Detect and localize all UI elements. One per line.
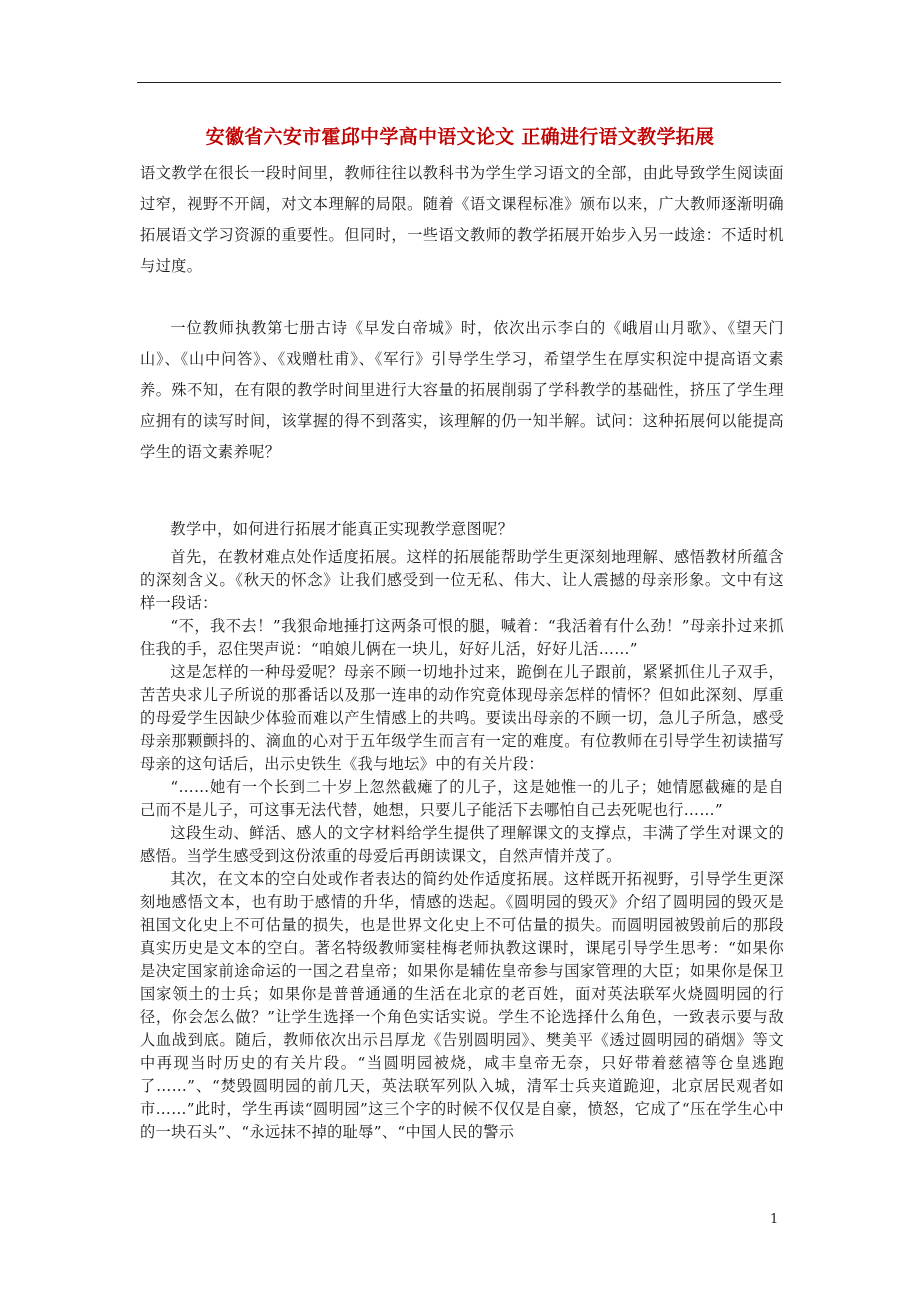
- paragraph-2: 一位教师执教第七册古诗《早发白帝城》时，依次出示李白的《峨眉山月歌》、《望天门山》、《山中问答》、《戏赠杜甫》、《军行》引导学生学习，希望学生在厚实积淀中提高语文素养。殊不知，在有限的教学时间里进行大容量的拓展削弱了学科教学的基础性，挤压了学生理应拥有的读写时间，该掌握的得不到落实，该理解的仍一知半解。试问：这种拓展何以能提高学生的语文素养呢？: [140, 319, 784, 461]
- document-title: 安徽省六安市霍邱中学高中语文论文 正确进行语文教学拓展: [205, 126, 715, 148]
- page-number: 1: [770, 1212, 779, 1227]
- intro-section: [140, 158, 784, 282]
- header-rule: [137, 82, 781, 83]
- paragraph-4: 首先，在教材难点处作适度拓展。这样的拓展能帮助学生更深刻地理解、感悟教材所蕴含的深刻含义。《秋天的怀念》让我们感受到一位无私、伟大、让人震撼的母亲形象。文中有这样一段话：: [140, 548, 784, 612]
- paragraph-7: 其次，在文本的空白处或作者表达的简约处作适度拓展。这样既开拓视野，引导学生更深刻地感悟文本，也有助于感情的升华，情感的迭起。《圆明园的毁灭》介绍了圆明园的毁灭是祖国文化史上不可估量的损失，也是世界文化史上不可估量的损失。而圆明园被毁前后的那段真实历史是文本的空白。著名特级教师窦桂梅老师执教这课时，课尾引导学生思考：“如果你是决定国家前途命运的一国之君皇帝；如果你是辅佐皇帝参与国家管理的大臣；如果你是保卫国家领土的士兵；如果你是普普通通的生活在北京的老百姓，面对英法联军火烧圆明园的行径，你会怎么做？”让学生选择一个角色实话实说。学生不论选择什么角色，一致表示要与敌人血战到底。随后，教师依次出示吕厚龙《告别圆明园》、樊美平《透过圆明园的硝烟》等文中再现当时历史的有关片段。“当圆明园被烧，咸丰皇帝无奈，只好带着慈禧等仓皇逃跑了……”、“焚毁圆明园的前几天，英法联军列队入城，清军士兵夹道跪迎，北京居民观者如市……”此时，学生再读“圆明园”这三个字的时候不仅仅是自豪，愤怒，它成了“压在学生心中的一块石头”、“永远抹不掉的耻辱”、“中国人民的警示: [140, 870, 784, 1141]
- example-section: [140, 313, 784, 468]
- quote-1: “不，我不去！”我狠命地捶打这两条可恨的腿，喊着：“我活着有什么劲！”母亲扑过来抓住我的手，忍住哭声说：“咱娘儿俩在一块儿，好好儿活，好好儿活……”: [140, 617, 784, 658]
- paragraph-1: 语文教学在很长一段时间里，教师往往以教科书为学生学习语文的全部，由此导致学生阅读面过窄，视野不开阔，对文本理解的局限。随着《语文课程标准》颁布以来，广大教师逐渐明确拓展语文学习资源的重要性。但同时，一些语文教师的教学拓展开始步入另一歧途：不适时机与过度。: [140, 164, 784, 275]
- paragraph-3: 教学中，如何进行拓展才能真正实现教学意图呢？: [170, 520, 514, 538]
- body-section: [140, 514, 784, 1144]
- paragraph-5: 这是怎样的一种母爱呢？母亲不顾一切地扑过来，跪倒在儿子跟前，紧紧抓住儿子双手，苦苦央求儿子所说的那番话以及那一连串的动作究竟体现母亲怎样的情怀？但如此深刻、厚重的母爱学生因缺少体验而难以产生情感上的共鸣。要读出母亲的不顾一切，急儿子所急，感受母亲那颗颤抖的、滴血的心对于五年级学生而言有一定的难度。有位教师在引导学生初读描写母亲的这句话后，出示史铁生《我与地坛》中的有关片段：: [140, 663, 784, 773]
- paragraph-6: 这段生动、鲜活、感人的文字材料给学生提供了理解课文的支撑点，丰满了学生对课文的感悟。当学生感受到这份浓重的母爱后再朗读课文，自然声情并茂了。: [140, 824, 784, 865]
- quote-2: “……她有一个长到二十岁上忽然截瘫了的儿子，这是她惟一的儿子；她情愿截瘫的是自己而不是儿子，可这事无法代替，她想，只要儿子能活下去哪怕自己去死呢也行……”: [140, 778, 784, 819]
